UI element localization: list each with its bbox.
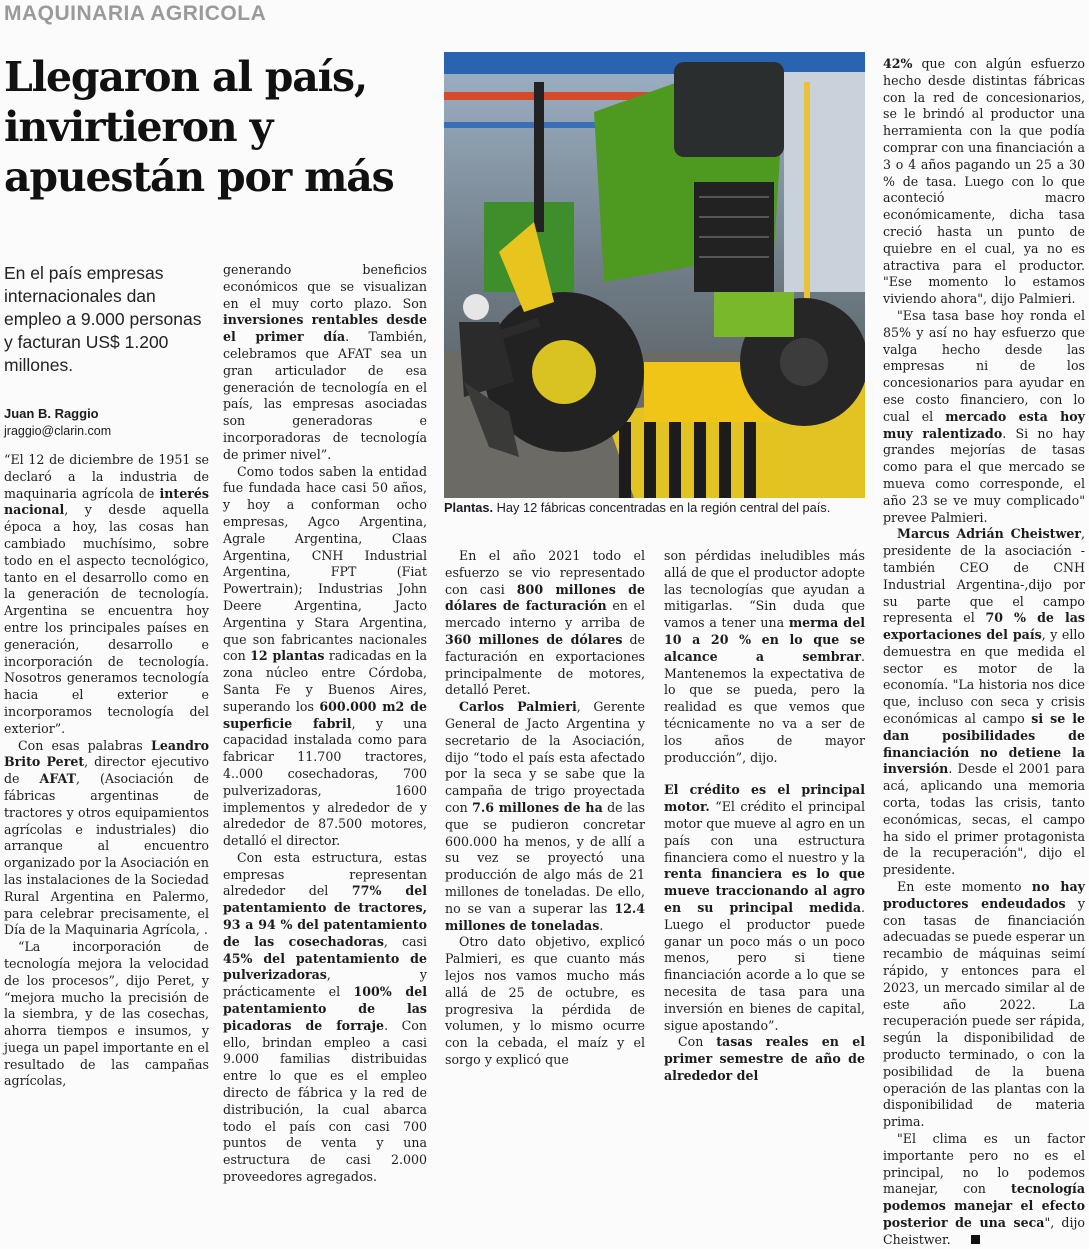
text-run: Con esta estructura, estas empresas representan alrededor del [223, 849, 427, 899]
headline-line-1: Llegaron al país, [4, 53, 367, 101]
lede: En el país empresas internacionales dan empleo a 9.000 personas y facturan US$ 1.200 millones. [4, 263, 202, 375]
bold-run: Marcus Adrián Cheistwer [897, 526, 1081, 542]
paragraph [664, 782, 865, 1034]
text-run: generando beneficios económicos que se visualizan en el muy corto plazo. Son [223, 262, 427, 311]
bold-run: 800 millones de dólares de facturación [445, 581, 645, 614]
bold-run: si se le dan posibilidades de financiación no detiene la inversión [883, 711, 1086, 777]
text-run: "El clima es un factor importante pero no es el principal, no lo podemos manejar, con [883, 1131, 1085, 1197]
text-run: en el mercado interno y arriba de [445, 598, 645, 631]
text-run: de las que se pudieron concretar 600.000 ha menos, y de allí a su vez se proyectó una producción de algo más de 21 millones de toneladas. De ello, no se van a superar las [445, 799, 645, 916]
text-run: Con [678, 1034, 717, 1050]
text-run: , y una capacidad instalada como para fabricar 11.700 tractores, 4..000 cosechadoras, 700 pulverizadoras, 1600 implementos y alrededor de y alrededor de 87.500 motores, detalló el director. [223, 715, 427, 849]
text-run: . Si no hay grandes mejorías de tasas como para el que mercado se mueva como corresponde, el año 23 se ve muy complicado" prevee Palmieri. [883, 425, 1085, 525]
text-run: son pérdidas ineludibles más allá de que el productor adopte las tecnologías que ayudan a mitigarlas. “Sin duda que vamos a tener una [664, 548, 865, 631]
paragraph [4, 939, 209, 1090]
text-run: En el año 2021 todo el esfuerzo se vio representado con casi [445, 548, 645, 597]
text-run: , casi [383, 933, 428, 949]
paragraph [223, 262, 427, 464]
bold-run: 12.4 millones de toneladas [445, 900, 645, 933]
bold-run: 45% del patentamiento de pulverizadoras [223, 950, 427, 983]
photo-caption [444, 500, 865, 516]
text-run: . También, celebramos que AFAT sea un gran articulador de esa generación de tecnología en el país, las empresas asociadas son generadoras e incorporadoras de tecnología de primer nivel”. [223, 329, 427, 462]
paragraph [664, 1034, 865, 1084]
bold-run: El crédito es el principal motor. [664, 782, 865, 815]
bold-run: 70 % de las exportaciones del país [883, 610, 1086, 643]
byline [4, 406, 111, 438]
article-column-2 [223, 262, 427, 1186]
text-run: . Desde el 2001 para acá, aplicando una memoria corta, todas las crisis, tanto económicas, secas, el campo ha sido el primer protagonista de la recuperación", dijo el presidente. [883, 761, 1085, 878]
paragraph [445, 548, 645, 699]
text-run: En este momento [897, 879, 1032, 895]
text-run: de facturación en exportaciones principalmente de motores, detalló Peret. [445, 631, 645, 698]
text-run: “El 12 de diciembre de 1951 se declaró a la industria de maquinaria agrícola de [4, 452, 209, 501]
author-email: jraggio@clarin.com [4, 424, 112, 438]
caption-text: Hay 12 fábricas concentradas en la región central del país. [493, 500, 831, 515]
end-of-article-mark [971, 1235, 980, 1244]
headline-line-2: invirtieron y [4, 103, 273, 151]
bold-run: 100% del patentamiento de las picadoras de forraje [223, 984, 427, 1033]
article-column-3 [445, 548, 645, 1069]
text-run: “La incorporación de tecnología mejora la velocidad de los procesos”, dijo Peret, y “mejora mucho la precisión de la siembra, y de las cosechas, ahorra tiempos e insumos, y juega un papel importante en el resultado de las campañas agrícolas, [4, 939, 209, 1089]
paragraph [445, 934, 645, 1068]
bold-run: 7.6 millones de ha [472, 799, 603, 815]
text-run: ", dijo Cheistwer. [883, 1214, 1085, 1247]
bold-run: 77% del patentamiento de tractores, 93 a 94 % del patentamiento de las cosechadoras [223, 883, 427, 949]
caption-lead: Plantas. [444, 500, 494, 515]
bold-run: tecnología podemos manejar el efecto posterior de una seca [883, 1181, 1085, 1230]
bold-run: 12 plantas [250, 648, 325, 664]
bold-run: renta financiera es lo que mueve traccionando al agro en su principal medida [664, 866, 865, 915]
text-run: , y desde aquella época a hoy, las cosas han cambiado muchísimo, sobre todo en el aspecto tecnológico, tanto en el desarrollo como en la generación de tecnología. Argentina se encuentra hoy entre los principales países en generación, desarrollo e incorporación de tecnología. Nosotros generamos tecnología hacia el exterior e incorporamos tecnología del exterior”. [4, 502, 209, 736]
text-run: "Esa tasa base hoy ronda el 85% y así no hay esfuerzo que valga hecho desde las empresas ni de los concesionarios para ayudar en ese costo financiero, con lo cual el [883, 307, 1085, 424]
paragraph [883, 308, 1085, 526]
article-column-1 [4, 452, 209, 1090]
headline [4, 52, 434, 202]
text-run: que con algún esfuerzo hecho desde distintas fábricas con la red de concesionarios, se le brindó al productor una herramienta con la que podía comprar con una financiación a 3 o 4 años pagando un 25 a 30 % de tasa. Luego con lo que aconteció macro económicamente, dicha tasa creció hasta un punto de quiebre en el cual, ya no es atractiva para el productor. "Ese momento lo estamos viviendo ahora", dijo Palmieri. [883, 56, 1085, 307]
text-run: y con tasas de financiación adecuadas se puede esperar un recambio de máquinas seimí rápido, y entonces para el 2023, un mercado similar al de este año 2022. La recuperación puede ser rápida, según la disponibilidad de producto terminado, o con la posibilidad de la buena operación de las plantas con la disponibilidad de materia prima. [883, 895, 1085, 1130]
headline-line-3: apuestán por más [4, 153, 394, 201]
article-column-4 [664, 548, 865, 1085]
bold-run: tasas reales en el primer semestre de año de alrededor del [664, 1034, 865, 1083]
bold-run: Leandro Brito Peret [4, 737, 209, 770]
bold-run: 600.000 m2 de superficie fabril [223, 698, 427, 731]
author-name: Juan B. Raggio [4, 406, 99, 421]
bold-run: merma del 10 a 20 % en lo que se alcance a sembrar [664, 615, 865, 664]
bold-run: 42% [883, 56, 913, 71]
section-label: MAQUINARIA AGRICOLA [4, 2, 267, 25]
text-run: . Mantenemos la expectativa de lo que se pueda, pero la realidad es que vemos que técnicamente no va a ser de los años de mayor producción”, dijo. [664, 648, 865, 765]
text-run: . [599, 917, 604, 933]
text-run: , Gerente General de Jacto Argentina y secretario de la Asociación, dijo “todo el país esta afectado por la seca y se sabe que la campaña de trigo proyectada con [445, 699, 645, 815]
bold-run: Carlos Palmieri [459, 699, 577, 715]
text-run: . Luego el productor puede ganar un poco más o un poco menos, pero si tiene financiación acorde a lo que se necesita de tasa para una inversión en bienes de capital, sigue apostando”. [664, 899, 865, 1033]
bold-run: 360 millones de dólares [445, 631, 623, 647]
bold-run: interés nacional [4, 485, 209, 518]
paragraph [223, 464, 427, 850]
bold-run: mercado esta hoy muy ralentizado [883, 408, 1086, 441]
text-run: , y prácticamente el [223, 967, 427, 1000]
paragraph [883, 879, 1085, 1131]
text-run: radicadas en la zona núcleo entre Córdoba, Santa Fe y Buenos Aires, superando los [223, 648, 427, 714]
text-run: , y ello demuestra en que medida el sector es motor de la economía. "La historia nos dice que, incluso con seca y crisis económicas al campo [883, 627, 1085, 727]
bold-run: inversiones rentables desde el primer día [223, 312, 427, 345]
paragraph [445, 699, 645, 934]
bold-run: no hay productores endeudados [883, 879, 1085, 911]
tractor-photo [444, 52, 865, 498]
paragraph [4, 738, 209, 940]
paragraph [223, 850, 427, 1186]
paragraph [664, 548, 865, 766]
text-run: Otro dato objetivo, explicó Palmieri, es que cuanto más lejos nos vamos mucho más allá de 25 de octubre, es progresiva la pérdida de volumen, y lo mismo ocurre con la cebada, el maíz y el sorgo y explicó que [445, 934, 645, 1067]
paragraph [883, 56, 1085, 308]
paragraph [883, 526, 1085, 879]
bold-run: AFAT [39, 771, 76, 787]
text-run: Con esas palabras [18, 737, 151, 753]
text-run: Como todos saben la entidad fue fundada hace casi 50 años, y hoy a conforman ocho empresas, Agco Argentina, Agrale Argentina, Claas Argentina, CNH Industrial Argentina, FPT (Fiat Powertrain); Industrias John Deere Argentina, Jacto Argentina y Stara Argentina, que son fabricantes nacionales con [223, 463, 427, 664]
text-run: , (Asociación de fábricas argentinas de tractores y otros equipamientos agrícolas e industriales) dio arranque al encuentro organizado por la Asociación en las instalaciones de la Sociedad Rural Argentina en Palermo, para celebrar precisamente, el Día de la Maquinaria Agrícola, . [4, 771, 209, 938]
text-run: , director ejecutivo de [4, 754, 209, 787]
text-run: “El crédito el principal motor que mueve al agro en un país con una estructura financiera como el nuestro y la [664, 799, 865, 865]
paragraph [883, 1131, 1085, 1249]
tractor-photo-illustration [444, 52, 865, 498]
text-run: . Con ello, brindan empleo a casi 9.000 familias distribuidas entre lo que es el empleo directo de fábrica y la red de distribución, la cual abarca todo el país con casi 700 puntos de venta y una estructura de casi 2.000 proveedores agregados. [223, 1017, 427, 1185]
text-run: , presidente de la asociación -también CEO de CNH Industrial Argentina-,dijo por su parte que el campo representa el [883, 526, 1085, 626]
article-column-5 [883, 56, 1085, 1249]
paragraph [4, 452, 209, 738]
